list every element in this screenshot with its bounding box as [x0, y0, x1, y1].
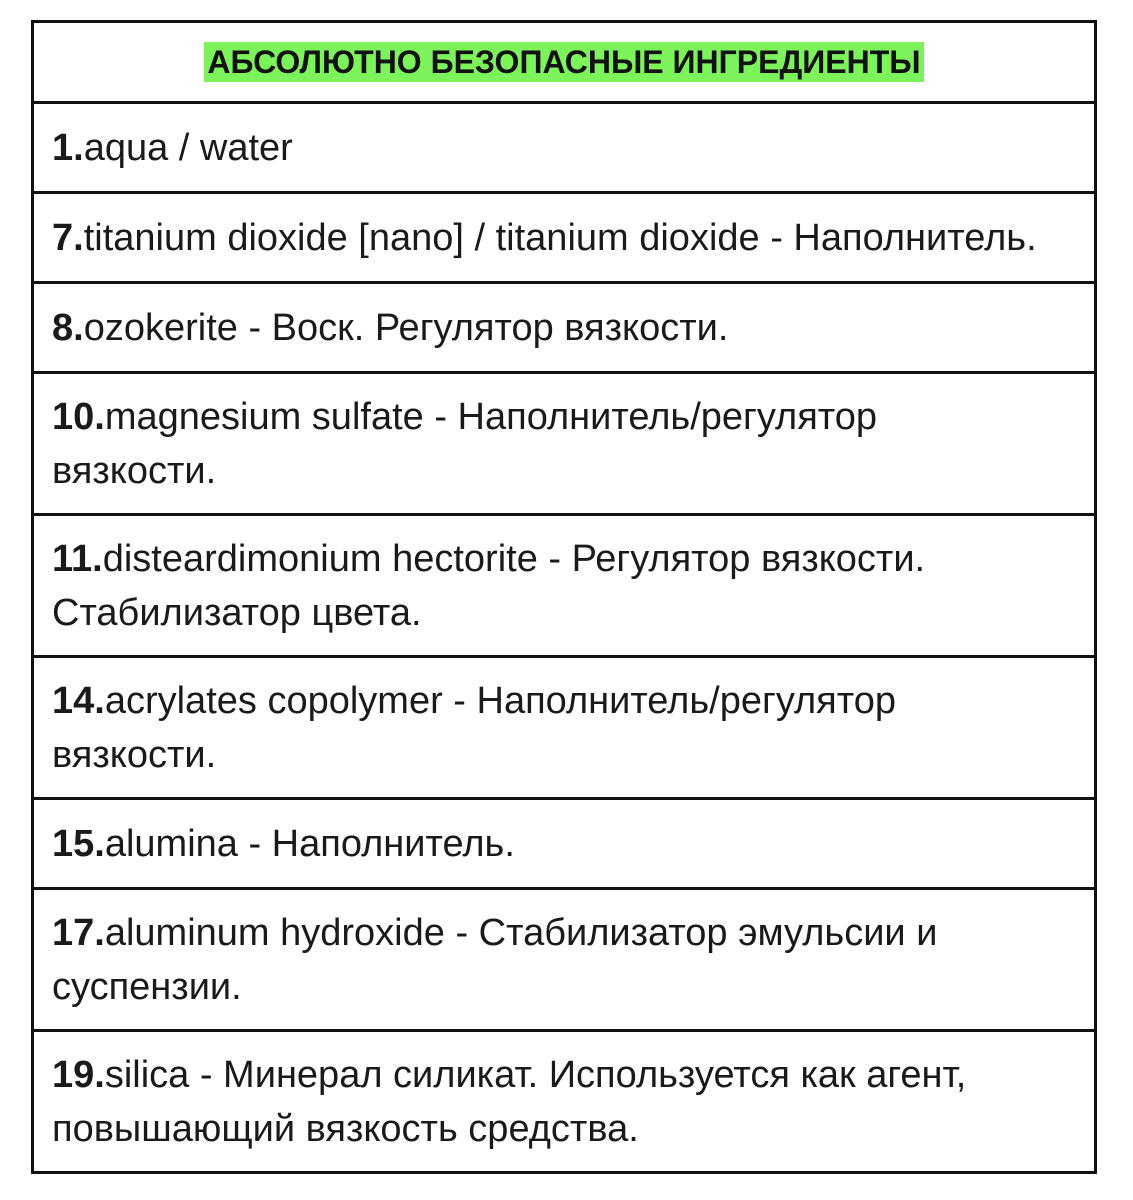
row-text: ozokerite - Воск. Регулятор вязкости. — [83, 306, 729, 349]
row-content — [52, 301, 728, 355]
row-content — [52, 390, 932, 498]
row-text: aluminum hydroxide - Стабилизатор эмульсии и суспензии. — [52, 911, 938, 1008]
row-content — [52, 817, 515, 871]
row-content — [52, 906, 992, 1014]
table-row — [34, 1029, 1094, 1171]
ingredients-table — [31, 20, 1097, 1174]
row-content — [52, 532, 982, 640]
row-text: magnesium sulfate - Наполнитель/регулятор вязкости. — [52, 395, 878, 492]
row-content — [52, 674, 942, 782]
row-content — [52, 211, 1037, 265]
table-title: АБСОЛЮТНО БЕЗОПАСНЫЕ ИНГРЕДИЕНТЫ — [204, 42, 923, 82]
row-text: acrylates copolymer - Наполнитель/регулятор вязкости. — [52, 679, 896, 776]
row-text: disteardimonium hectorite - Регулятор вязкости. Стабилизатор цвета. — [52, 537, 926, 634]
table-row — [34, 371, 1094, 513]
row-text: titanium dioxide [nano] / titanium dioxide - Наполнитель. — [83, 216, 1037, 259]
table-header — [34, 23, 1094, 101]
row-content — [52, 121, 293, 175]
row-number: 14. — [52, 679, 105, 722]
row-number: 15. — [52, 822, 105, 865]
row-number: 1. — [52, 126, 84, 169]
row-number: 10. — [52, 395, 105, 438]
table-row — [34, 101, 1094, 191]
row-number: 8. — [52, 306, 84, 349]
row-text: aqua / water — [83, 126, 293, 169]
table-row — [34, 655, 1094, 797]
row-text: alumina - Наполнитель. — [104, 822, 515, 865]
row-number: 11. — [52, 537, 103, 580]
row-number: 7. — [52, 216, 84, 259]
table-row — [34, 887, 1094, 1029]
table-row — [34, 513, 1094, 655]
row-number: 17. — [52, 911, 105, 954]
row-number: 19. — [52, 1053, 105, 1096]
table-row — [34, 191, 1094, 281]
row-content — [52, 1048, 1042, 1156]
table-row — [34, 281, 1094, 371]
row-text: silica - Минерал силикат. Используется как агент, повышающий вязкость средства. — [52, 1053, 967, 1150]
table-row — [34, 797, 1094, 887]
